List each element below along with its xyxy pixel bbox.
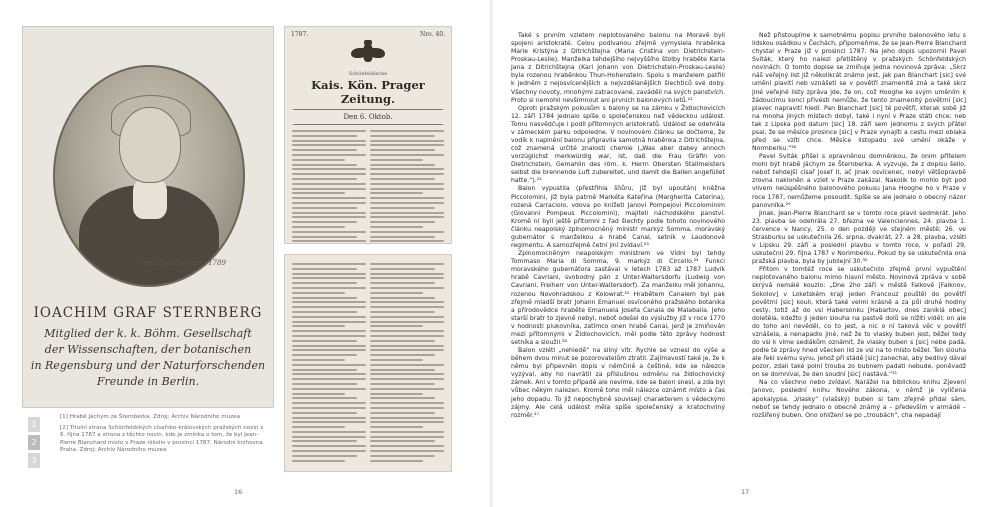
newspaper-text-line: [370, 292, 423, 294]
eagle-emblem-icon: [351, 40, 385, 70]
newspaper-text-line: [370, 335, 444, 337]
newspaper-text-line: [370, 349, 444, 351]
newspaper-text-line: [292, 301, 366, 303]
paragraph: Než přistoupíme k samotnému popisu prvního balonového letu s lidskou osádkou v Čechách, připomeňme, že se Jean-Pierre Blanchard chystal v Praze již v prosinci 1787. Na jeho dopis upozornil Pavel Sviták, který ho nalezl přetištěný v pražských Schönfeldských novinách. O tomto dopise se zmiňuje jedna novinová zpráva: „Skrz náš veřejný list již několikrát známo jest, jak pan Blanchart [sic] své umění plavití neb vznášeti se v povětří znamenitě zná a také skrz jiné veřejné listy zpráva jde, že on, což Hooghe ke svým uměním k žádoucímu konci přivésti nemůže, že tento znamenitý povětrní [sic] plavec napravití hledí. Pan Blanchart [sic] té povětří, kterak sobě již na mnoha jiných místech dobyl, také i nyní v Praze státi chce; neb tak z Lipska pod datum [sic] 18. září sem jednomu z svých přátel psal, že se měsíce prosince [sic] v Praze vynajíti a cestu mezi oblaka před se vzíti chce. Měsíce listopadu své umění okáže v Normberku.“²⁸: [752, 32, 966, 153]
newspaper-text-line: [292, 130, 366, 132]
newspaper-text-line: [370, 460, 423, 462]
newspaper-text-line: [292, 378, 366, 380]
newspaper-text-line: [370, 282, 435, 284]
newspaper-text-line: [292, 354, 357, 356]
newspaper-columns: [285, 255, 451, 464]
newspaper-text-line: [370, 273, 444, 275]
newspaper-text-line: [370, 297, 435, 299]
newspaper-text-line: [370, 173, 444, 175]
newspaper-text-line: [292, 321, 366, 323]
newspaper-text-line: [370, 164, 435, 166]
newspaper-text-line: [370, 383, 435, 385]
newspaper-column: [370, 130, 444, 244]
newspaper-text-line: [292, 349, 366, 351]
figure-caption: [2] Titulní strana Schönfeldských císařsko-královských pražských novin z 6. října 1787 a strana z těchto novin, kde je zmínka o tom, že byl Jean-Pierre Blanchard místo v Praze nikoliv v prosinci 1787. Národní knihovna Praha. Zdroj: Archiv Národního muzea: [60, 424, 264, 454]
newspaper-text-line: [370, 378, 444, 380]
newspaper-text-line: [292, 192, 345, 194]
newspaper-text-line: [292, 460, 345, 462]
newspaper-issue: Nro. 40.: [420, 31, 445, 38]
newspaper-text-line: [292, 297, 357, 299]
portrait-engraving: [22, 26, 274, 408]
newspaper-text-line: [370, 440, 435, 442]
paragraph: Oproti pražským pokusům s balony se na zámku v Židlochovicích 12. září 1784 jednalo spíše o společenskou než vědeckou událost. Tomu nasvědčuje i podíl přítomných aristokratů. Událost se odehrála v zámeckém parku odpoledne. V novinovém článku se dočteme, že vodík k naplnění balonu připravila samotná hraběnka z Ditrichštejna, což znamená určité znalosti chemie („Was aber dabey annoch vorzüglichst merkwürdig war, ist, daß die Frau Gräfin von Dietrichstein, Gemahlin des röm. k. Herrn Obersten Stallmeisters selbst die brennende Luft zubereitet, und damit die Ballen angefüllet hatte.“).²²: [511, 104, 725, 185]
newspaper-text-line: [292, 373, 366, 375]
newspaper-text-line: [370, 301, 444, 303]
newspaper-text-line: [292, 207, 357, 209]
newspaper-text-line: [292, 282, 357, 284]
paragraph: Také s prvním vzletem neplotovaného balonu na Moravě byli spojeni aristokraté. Celou podívanou zřejmě vymyslela hraběnka Marie Kristýna z Ditrichštejna (Maria Cristina von Dietrichstein-Proskau-Leslie). Manželka tehdejšího nejvyššího štolby hraběte Karla Jana z Ditrichštejna (Karl Johann von Dietrichstein-Proskau-Leslie) byla rozenou hraběnkou Thun-Hohenstein. Spolu s manželem patřili k jedněm z nejosvícenějších a nejvzdělanějších šlechticů své doby. Všechny novoty, mnohými zatracované, zaváděli na svých panstvích. Proto si nemohli nevšimnout ani prvních balonových letů.²¹: [511, 32, 725, 104]
figure-number: 1: [28, 417, 40, 432]
newspaper-text-line: [370, 388, 444, 390]
newspaper-text-line: [292, 268, 357, 270]
newspaper-text-line: [370, 178, 435, 180]
newspaper-text-line: [370, 188, 444, 190]
newspaper-text-line: [370, 192, 423, 194]
newspaper-text-line: [370, 306, 444, 308]
newspaper-text-line: [292, 335, 366, 337]
newspaper-header: [285, 27, 451, 38]
newspaper-text-line: [370, 212, 444, 214]
figure-number: 3: [28, 453, 40, 468]
newspaper-text-line: [292, 226, 345, 228]
newspaper-text-line: [370, 236, 435, 238]
newspaper-text-line: [292, 436, 366, 438]
figure-number: 2: [28, 435, 40, 450]
engraving-line: Mitglied der k. k. Böhm. Gesellschaft: [44, 327, 252, 340]
newspaper-text-line: [292, 277, 366, 279]
newspaper-text-line: [370, 277, 444, 279]
newspaper-text-line: [370, 231, 444, 233]
newspaper-column: [292, 130, 366, 244]
newspaper-text-line: [292, 445, 366, 447]
newspaper-text-line: [292, 393, 345, 395]
newspaper-text-line: [370, 183, 444, 185]
newspaper-text-line: [292, 402, 366, 404]
newspaper-text-line: [370, 402, 444, 404]
newspaper-text-line: [292, 183, 366, 185]
newspaper-text-line: [292, 202, 366, 204]
newspaper-text-line: [292, 292, 345, 294]
newspaper-text-line: [292, 311, 357, 313]
newspaper-text-line: [370, 373, 444, 375]
figure-number-markers: [28, 417, 40, 471]
newspaper-text-line: [370, 221, 435, 223]
newspaper-text-line: [370, 135, 435, 137]
newspaper-text-line: [370, 263, 444, 265]
newspaper-text-line: [370, 359, 423, 361]
newspaper-text-line: [370, 168, 444, 170]
newspaper-text-line: [292, 168, 366, 170]
newspaper-text-line: [370, 397, 435, 399]
paragraph: Přitom v tomtéž roce se uskutečnilo zřejmě první vypuštění neplotovaného balonu mimo hlavní město. Novinová zpráva v sobě skrývá nemálé kouzlo: „Dne 2ho září v městě Falkově [Falknov, Sokolov] v Loketském kraji jeden Francouz pouštěl do povětří povětrní [sic] kouli, která také velmi krásně a za půl druhé hodiny cesty, totiž až do vsi Habersonku [Habartov, dnes zaniklá obec] doletěla, kdežto ji jeden slouha na pastvě dolů se nížiti viděl; on ale do toho ani nevěděl, co to jest, a nic o ní taková věc v povětří vznášela, a nenapadlo jiné, než že to vlasky buben jest, běžel tedy do vsi k víme sedlákům oznámit, že vlasky buben s [sic] nebe padá, podle té zprávy hned všecken lid ze vsi na to místo běžel. Ten slouha ale řekl svému synu, jehož při stádě [sic] zanechal, aby bedlivý dával pozor, zdali také polní trouba zo bubnem padati nebude, poněvadž on se domníval, že den soudní [sic] nastává.“³¹: [752, 266, 966, 379]
newspaper-text-line: [370, 431, 444, 433]
engraver-signature: Jos. Haerche gest. 1789: [141, 259, 226, 267]
newspaper-text-line: [292, 164, 357, 166]
newspaper-text-line: [292, 240, 366, 242]
newspaper-text-line: [370, 340, 435, 342]
newspaper-text-line: [370, 197, 444, 199]
newspaper-text-line: [292, 216, 366, 218]
newspaper-text-line: [292, 212, 366, 214]
text-column-right: [752, 32, 966, 420]
newspaper-text-line: [370, 369, 435, 371]
figure-caption: [1] Hrabě Jáchym ze Šternberka. Zdroj: Archiv Národního muzea: [60, 414, 241, 420]
paragraph: Pavel Sviták přišel s opravněnou domněnkou, že onim přítelem mohl být hrabě Jáchym ze Šternberka. A vyzvuje, že z dopisu šello, neboť tehdejší císař Josef II, ač jinak osvícenec, nebyl většopravbě zrovna nakloněn a vzlet v Praze zakázal. Nakolik to mohlo být pod vlivem neúspěšného balonového pokusu Jana Hooghe ho v Praze v roce 1787, nemůžeme posoudit. Spíše se ale jednalo o obecný názor panovníka.²⁹: [752, 153, 966, 209]
newspaper-text-line: [370, 159, 423, 161]
newspaper-rule: [293, 124, 443, 125]
newspaper-text-line: [292, 316, 366, 318]
newspaper-title-page: [284, 26, 452, 244]
portrait-head: [119, 107, 181, 183]
newspaper-text-line: [370, 207, 435, 209]
newspaper-inner-page: [284, 254, 452, 472]
newspaper-text-line: [292, 369, 357, 371]
newspaper-text-line: [292, 431, 366, 433]
newspaper-text-line: [292, 273, 366, 275]
figure-captions: [60, 414, 265, 458]
newspaper-date: Den 6. Oktob.: [343, 113, 393, 121]
newspaper-text-line: [292, 263, 366, 265]
paragraph: Balon vzlétl „nehledě“ na silný vítr. Rychle se vznesl do výše a během dvou minut se pozorovatelům ztratil. Zajímavostí také je, že k němu byl připevněn dopis v němčině a češtině, kde se nálezce vyzýval, aby ho navrátil za příslušnou odměnu na židlochovický zámek. Ani v tomto případě ale nevíme, kde se balon snesl, a zda byl vůbec někým nalezen. Kromě toho měl nálezce oznámit místo a čas jeho dopadu. To již nepochybně souvisejí charakterem s vědeckými zájmy. Ale celá událost měla spíše společenský a kratochvilný rozměr.²⁷: [511, 347, 725, 419]
text-column-left: [511, 32, 725, 420]
newspaper-column: [370, 263, 444, 464]
newspaper-text-line: [370, 325, 423, 327]
paragraph: Na co všechno nebo zvídaví. Narážel na biblickou knihu Zjevení Janovo, poslední knihu Nového zákona, v němž je vylíčena apokalypsa. „Vlasky“ (vlašský) buben si tam zřejmě přidal sám, neboť se tehdy jednalo o obecně známý a – především v armádě – rozšířený buben. Ono ohlížení se po „troubách“, cha nepadají: [752, 379, 966, 419]
engraving-line: der Wissenschaften, der botanischen: [44, 343, 252, 356]
newspaper-text-line: [292, 383, 357, 385]
page-number-right: 17: [741, 488, 750, 496]
newspaper-text-line: [370, 149, 435, 151]
newspaper-text-line: [292, 325, 345, 327]
newspaper-text-line: [292, 140, 366, 142]
newspaper-text-line: [292, 412, 357, 414]
newspaper-text-line: [292, 455, 357, 457]
newspaper-text-line: [292, 287, 366, 289]
newspaper-text-line: [292, 178, 357, 180]
newspaper-text-line: [370, 144, 444, 146]
paragraph: Balon vypustila (přestřihla šňůru, jíž byl upoután) kněžna Piccolomini, jíž byla patrně Markéta Kateřina (Margherita Caterina), rozená Carraciolo, vdova po knížeti Janovi Pompejovi Piccolominim (Giovanni Pompeus Piccolomini), majiteli náchodského panství. Kromě ní byli ještě přítomni z řad šlechty podle tohoto novinového článku neapolský zplnomocněný ministr markýz Somma, moravský gubernátor s manželkou a hrabě Canal, setník v Laudonově regimentu. A samozřejmě četní jiní zvídaví.²³: [511, 185, 725, 250]
paragraph: Zplnomocněným neapolským ministrem ve Vídni byl tehdy Tommaso Maria di Somma, 9. markýz di Circello.²⁴ Funkci moravského gubernátora zastával v letech 1783 až 1787 Ludvík hrabě Cavriani, svobodný pán z Unter-Waltersdorfu (Ludwig von Cavriani, Freiherr von Unter-Waltersdorf). Za manželku měl Johannu, rozenou Novohradskou z Kolowrat.²⁵ Hrabětem Canalem byl pak zřejmě mladší bratr Johann Emanuel osvíceného pražského botanika a přírodovědce hraběte Emanuela Josefa Canala de Malabaila. Jeho starší bratr to zjevně nebyl, neboť odešel do výslužby již v roce 1770 v hodnosti plukovníka, zatímco onen hrabě Canal, jenž je zmiňován mezi přítomnými v Židlochovicích, měl podle této zprávy hodnost setníka a sloužil.²⁶: [511, 250, 725, 346]
newspaper-text-line: [370, 345, 444, 347]
newspaper-text-line: [370, 450, 444, 452]
newspaper-text-line: [370, 268, 435, 270]
newspaper-text-line: [370, 417, 444, 419]
newspaper-text-line: [370, 216, 444, 218]
newspaper-text-line: [292, 159, 345, 161]
newspaper-text-line: [292, 426, 345, 428]
newspaper-text-line: [370, 140, 444, 142]
portrait-oval: [53, 65, 245, 287]
newspaper-text-line: [292, 407, 366, 409]
newspaper-text-line: [292, 197, 366, 199]
newspaper-text-line: [370, 393, 423, 395]
newspaper-text-line: [370, 321, 444, 323]
newspaper-text-line: [370, 354, 435, 356]
newspaper-text-line: [292, 345, 366, 347]
newspaper-column: [292, 263, 366, 464]
newspaper-columns: [285, 128, 451, 244]
newspaper-text-line: [370, 455, 435, 457]
newspaper-text-line: [292, 359, 345, 361]
newspaper-text-line: [292, 440, 357, 442]
newspaper-text-line: [292, 388, 366, 390]
newspaper-text-line: [292, 188, 366, 190]
newspaper-text-line: [370, 445, 444, 447]
newspaper-text-line: [370, 287, 444, 289]
newspaper-text-line: [292, 236, 357, 238]
newspaper-text-line: [292, 135, 357, 137]
newspaper-text-line: [292, 340, 357, 342]
engraving-line: in Regensburg und der Naturforschenden: [30, 359, 266, 372]
newspaper-text-line: [292, 173, 366, 175]
newspaper-text-line: [370, 226, 423, 228]
paragraph: Jinak, Jean-Pierre Blanchard se v tomto roce plavil sedmkrát. Jeho 23. plavba se odehrála 27. března ve Valenciennes, 24. plavba 1. července v Nancy, 25. o den později ve stejném městě; 26. ve Strasburku se uskutečnila 26. srpna, dvakrát, 27. a 28. plavba, vzlétl v Lipsku 29. září a poslední plavbu v tomto roce, v pořadí 29, uskutečnil 29. října 1787 v Norimberku. Pokud by se uskutečnila ona pražská plavba, byla by jubilejní 30.³⁰: [752, 209, 966, 266]
newspaper-text-line: [370, 364, 444, 366]
newspaper-text-line: [370, 407, 444, 409]
newspaper-text-line: [292, 330, 366, 332]
portrait-cravat: [133, 179, 167, 219]
engraving-name: IOACHIM GRAF STERNBERG: [33, 305, 263, 321]
newspaper-text-line: [370, 316, 444, 318]
newspaper-title: Kais. Kön. Prager Zeitung.: [311, 78, 425, 106]
newspaper-text-line: [292, 364, 366, 366]
newspaper-text-line: [292, 149, 357, 151]
newspaper-text-line: [370, 154, 444, 156]
newspaper-rule: [293, 109, 443, 110]
newspaper-text-line: [292, 144, 366, 146]
engraving-line: Freunde in Berlin.: [96, 375, 200, 388]
newspaper-text-line: [370, 240, 444, 242]
newspaper-text-line: [370, 330, 444, 332]
newspaper-text-line: [292, 417, 366, 419]
newspaper-year: 1787.: [291, 31, 309, 38]
newspaper-text-line: [370, 412, 435, 414]
newspaper-text-line: [370, 426, 423, 428]
newspaper-text-line: [370, 130, 444, 132]
newspaper-text-line: [292, 221, 357, 223]
newspaper-text-line: [370, 436, 444, 438]
newspaper-publisher: Schönfeldische: [348, 71, 388, 77]
newspaper-text-line: [292, 154, 366, 156]
newspaper-text-line: [292, 421, 366, 423]
newspaper-text-line: [292, 450, 366, 452]
newspaper-text-line: [292, 231, 366, 233]
left-page: [0, 0, 492, 507]
newspaper-text-line: [370, 421, 444, 423]
newspaper-text-line: [292, 306, 366, 308]
page-number-left: 16: [234, 488, 243, 496]
newspaper-text-line: [292, 397, 357, 399]
newspaper-text-line: [370, 311, 435, 313]
newspaper-text-line: [370, 202, 444, 204]
